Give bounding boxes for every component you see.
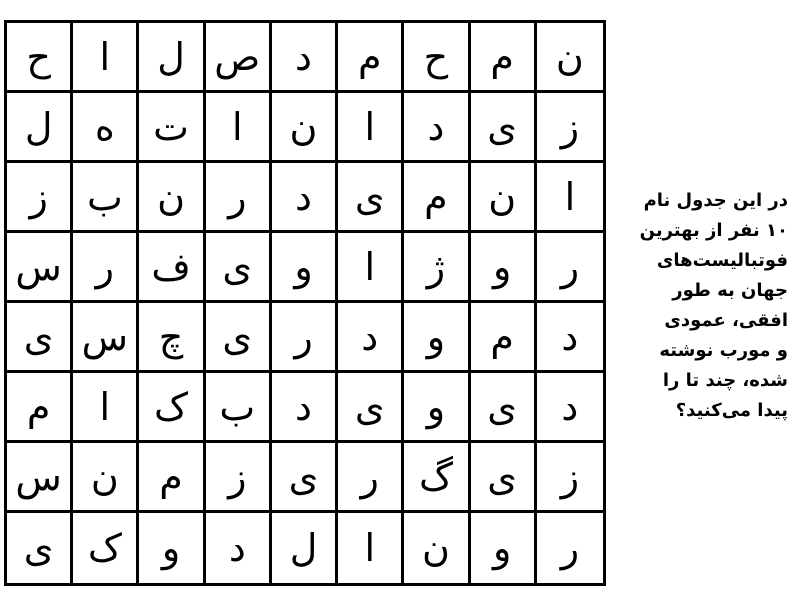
grid-cell[interactable]: ک <box>139 373 205 443</box>
grid-cell[interactable]: ا <box>73 23 139 93</box>
grid-cell[interactable]: و <box>471 513 537 583</box>
grid-cell[interactable]: ر <box>560 526 580 570</box>
grid-cell[interactable]: ی <box>7 303 73 373</box>
grid-cell[interactable]: ی <box>206 303 272 373</box>
grid-cell[interactable]: م <box>7 373 73 443</box>
instruction-line: افقی، عمودی <box>664 310 788 331</box>
grid-cell[interactable]: ح <box>7 23 73 93</box>
grid-cell[interactable]: د <box>206 513 272 583</box>
grid-cell[interactable]: ر <box>537 233 603 303</box>
grid-cell[interactable]: ز <box>206 443 272 513</box>
grid-cell[interactable]: ر <box>206 163 272 233</box>
grid-cell[interactable]: و <box>404 303 470 373</box>
grid-cell[interactable]: ژ <box>404 233 470 303</box>
grid-cell[interactable]: ب <box>206 373 272 443</box>
grid-cell[interactable]: ی <box>206 233 272 303</box>
grid-cell[interactable]: د <box>404 93 470 163</box>
grid-cell[interactable]: ت <box>139 93 205 163</box>
grid-cell[interactable]: ی <box>471 443 537 513</box>
instruction-line: در این جدول نام <box>643 190 788 211</box>
grid-cell[interactable]: ن <box>537 23 603 93</box>
grid-cell[interactable]: ی <box>471 373 537 443</box>
grid-cell[interactable]: د <box>537 373 603 443</box>
grid-cell[interactable]: م <box>139 443 205 513</box>
grid-cell[interactable]: م <box>338 23 404 93</box>
instruction-line: شده، چند تا را <box>662 370 788 391</box>
grid-cell[interactable]: ا <box>338 513 404 583</box>
instruction-line: پیدا می‌کنید؟ <box>675 400 788 421</box>
grid-cell[interactable]: ا <box>338 233 404 303</box>
grid-cell[interactable]: ی <box>338 163 404 233</box>
grid-cell[interactable]: س <box>73 303 139 373</box>
grid-cell[interactable]: ک <box>73 513 139 583</box>
grid-cell[interactable]: ص <box>206 23 272 93</box>
grid-cell[interactable]: ی <box>272 443 338 513</box>
grid-cell[interactable]: د <box>537 303 603 373</box>
instruction-line: جهان به طور <box>672 280 788 301</box>
grid-cell[interactable]: گ <box>404 443 470 513</box>
grid-cell[interactable]: ا <box>73 373 139 443</box>
grid-cell[interactable]: ر <box>338 443 404 513</box>
grid-cell[interactable]: ز <box>7 163 73 233</box>
grid-cell[interactable]: ز <box>537 93 603 163</box>
grid-cell[interactable]: م <box>471 303 537 373</box>
grid-cell[interactable]: ف <box>139 233 205 303</box>
grid-cell[interactable]: س <box>7 443 73 513</box>
instruction-line: ۱۰ نفر از بهترین <box>639 220 788 241</box>
grid-cell[interactable]: ی <box>7 513 73 583</box>
grid-cell[interactable]: ن <box>73 443 139 513</box>
grid-cell[interactable]: و <box>272 233 338 303</box>
grid-cell[interactable]: ن <box>139 163 205 233</box>
grid-cell[interactable]: ز <box>537 443 603 513</box>
grid-cell[interactable]: ی <box>338 373 404 443</box>
grid-cell[interactable]: ب <box>73 163 139 233</box>
grid-cell[interactable]: ل <box>272 513 338 583</box>
grid-cell[interactable]: ح <box>404 23 470 93</box>
grid-cell[interactable]: ا <box>537 163 603 233</box>
grid-cell[interactable]: ا <box>206 93 272 163</box>
grid-cell[interactable]: ر <box>73 233 139 303</box>
grid-cell[interactable]: ن <box>272 93 338 163</box>
instruction-line: و مورب نوشته <box>659 340 788 361</box>
grid-cell[interactable]: ن <box>404 513 470 583</box>
grid-cell[interactable]: ی <box>471 93 537 163</box>
grid-cell[interactable]: ل <box>139 23 205 93</box>
grid-cell[interactable]: چ <box>139 303 205 373</box>
grid-cell[interactable]: س <box>7 233 73 303</box>
grid-cell[interactable]: م <box>404 163 470 233</box>
grid-cell[interactable]: ن <box>471 163 537 233</box>
grid-cell[interactable]: م <box>471 23 537 93</box>
grid-cell[interactable]: ر <box>272 303 338 373</box>
grid-cell[interactable]: و <box>471 233 537 303</box>
grid-cell[interactable]: و <box>404 373 470 443</box>
grid-cell[interactable]: ه <box>73 93 139 163</box>
instruction-line: فوتبالیست‌های <box>656 250 788 271</box>
grid-cell[interactable]: ل <box>7 93 73 163</box>
word-search-grid <box>4 20 606 586</box>
grid-cell[interactable]: د <box>272 163 338 233</box>
grid-cell[interactable]: و <box>139 513 205 583</box>
grid-cell[interactable]: ا <box>338 93 404 163</box>
grid-cell[interactable]: د <box>272 373 338 443</box>
grid-cell[interactable]: د <box>272 23 338 93</box>
grid-cell[interactable]: د <box>338 303 404 373</box>
puzzle-instructions <box>612 186 788 426</box>
